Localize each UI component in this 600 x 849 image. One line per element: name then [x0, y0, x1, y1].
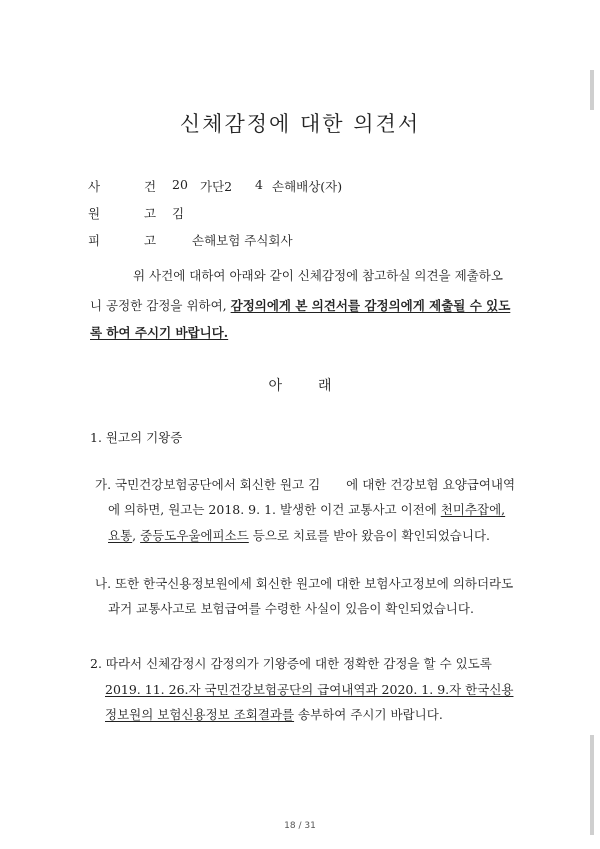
case-number-type: 가단2: [200, 179, 233, 194]
page-number: 18 / 31: [284, 821, 316, 831]
item-1-na-line-2: 과거 교통사고로 보험급여를 수령한 사실이 있음이 확인되었습니다.: [108, 601, 474, 616]
item-1-heading: 1. 원고의 기왕증: [90, 430, 183, 445]
case-claim: 손해배상(자): [272, 179, 343, 194]
plaintiff-name: 김: [172, 206, 185, 221]
item-1-ga-diagnosis-2: 중등도우울에피소드: [140, 528, 249, 543]
item-1-ga-line-2: [108, 498, 505, 521]
intro-line-2-plain: 니 공정한 감정을 위하여,: [90, 298, 231, 313]
case-number-serial: 4: [255, 177, 263, 192]
item-1-ga-line-1-a: 가. 국민건강보험공단에서 회신한 원고 김: [95, 477, 321, 492]
plaintiff-label-2: 고: [144, 206, 157, 221]
item-1-ga-sep: ,: [132, 528, 141, 543]
scan-edge-mark: [590, 735, 594, 835]
section-heading: [0, 375, 600, 395]
case-label-1: 사: [88, 179, 101, 194]
item-1-ga-line-1: [95, 473, 515, 496]
case-label-2: 건: [144, 179, 157, 194]
item-2-line-1: 2. 따라서 신체감정시 감정의가 기왕증에 대한 정확한 감정을 할 수 있도록: [90, 656, 492, 671]
intro-line-3-emphasis: 록 하여 주시기 바랍니다.: [90, 325, 229, 340]
intro-line-3: [90, 321, 228, 344]
defendant-label-1: 피: [88, 233, 101, 248]
defendant-label-2: 고: [144, 233, 157, 248]
section-heading-right: 래: [318, 378, 332, 394]
item-1-ga-line-2-underlined: 천미추잡에,: [440, 502, 506, 517]
item-2-line-2-underlined: 2019. 11. 26.자 국민건강보험공단의 급여내역과 2020. 1. 9.자 한국신용: [105, 682, 514, 697]
item-1-ga-diagnosis-1: 요통: [108, 528, 133, 543]
item-2-line-2: [105, 678, 513, 701]
item-2-line-3-underlined: 정보원의 보험신용정보 조회결과를: [105, 707, 295, 722]
scan-edge-mark: [590, 70, 594, 110]
section-heading-left: 아: [268, 378, 282, 394]
item-1-ga-line-2-plain: 에 의하면, 원고는 2018. 9. 1. 발생한 이건 교통사고 이전에: [108, 502, 441, 517]
intro-line-2: [90, 294, 510, 317]
item-2-line-3: [105, 703, 443, 726]
item-1-na-line-1: 나. 또한 한국신용정보원에세 회신한 원고에 대한 보험사고정보에 의하더라도: [95, 576, 514, 591]
item-1-ga-line-3: [108, 524, 490, 547]
item-2-line-3-rest: 송부하여 주시기 바랍니다.: [294, 707, 443, 722]
item-1-ga-line-1-b: 에 대한 건강보험 요양급여내역: [346, 477, 516, 492]
defendant-name: 손해보험 주식회사: [192, 233, 293, 248]
intro-line-1: 위 사건에 대하여 아래와 같이 신체감정에 참고하실 의견을 제출하오: [133, 268, 503, 283]
case-number-year: 20: [172, 177, 188, 192]
plaintiff-label-1: 원: [88, 206, 101, 221]
intro-line-2-emphasis: 감정의에게 본 의견서를 감정의에게 제출될 수 있도: [230, 298, 511, 313]
document-title: 신체감정에 대한 의견서: [179, 112, 421, 136]
item-1-ga-line-3-rest: 등으로 치료를 받아 왔음이 확인되었습니다.: [248, 528, 490, 543]
